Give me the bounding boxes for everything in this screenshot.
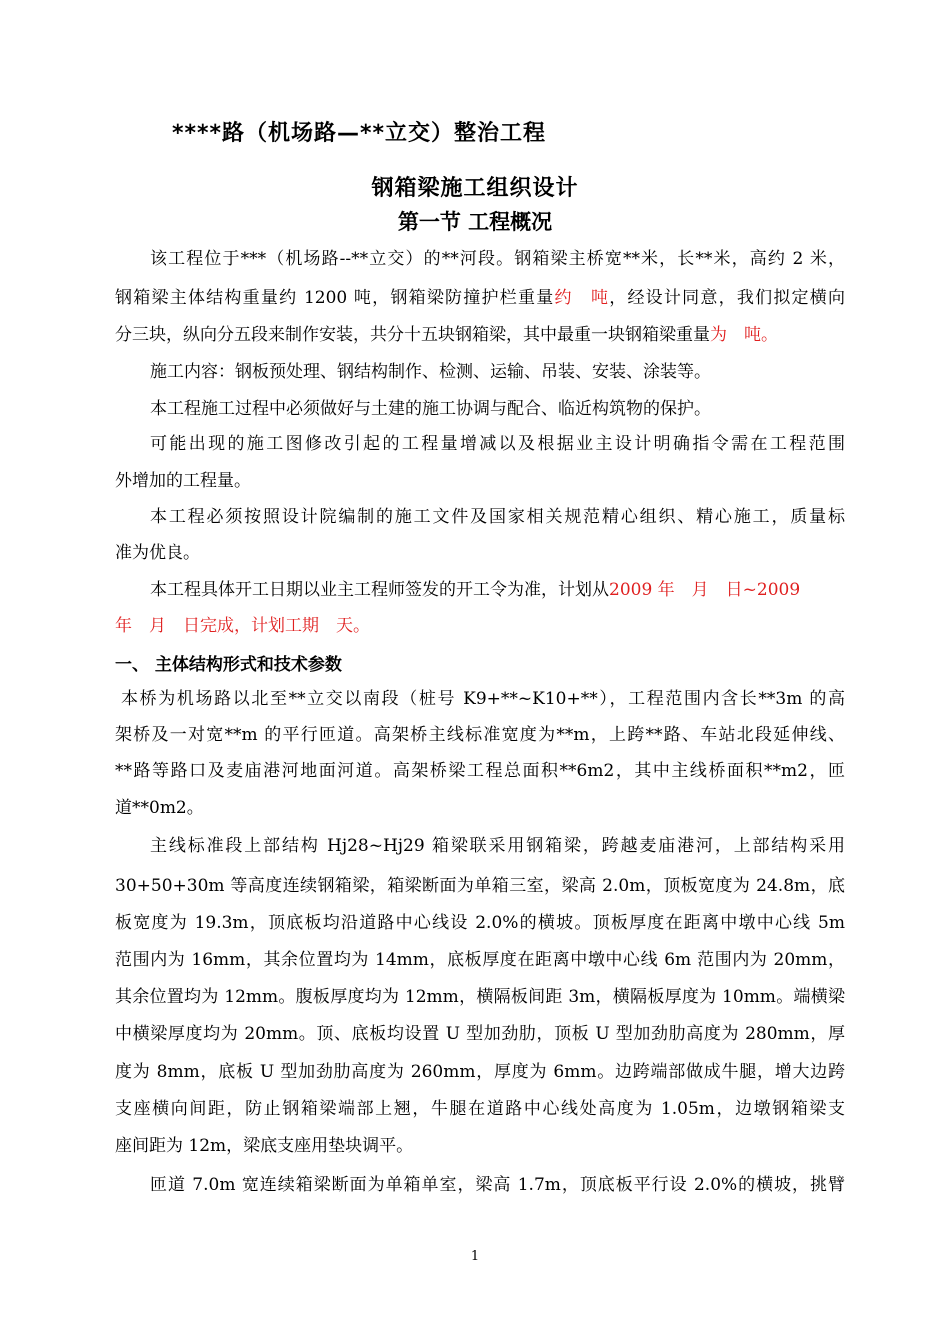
- paragraph-line: 中横梁厚度均为 20mm。顶、底板均设置 U 型加劲肋，顶板 U 型加劲肋高度为 280mm，厚: [115, 1024, 845, 1044]
- highlight-text: 2009 年 月 日~2009: [609, 580, 801, 600]
- paragraph-line: **路等路口及麦庙港河地面河道。高架桥梁工程总面积**6m2，其中主线桥面积**m2，匝: [115, 761, 845, 781]
- section-title: 第一节 工程概况: [397, 210, 553, 234]
- paragraph-line: 外增加的工程量。: [115, 471, 251, 491]
- paragraph-line: 可能出现的施工图修改引起的工程量增减以及根据业主设计明确指令需在工程范围: [150, 434, 845, 454]
- paragraph-line: 准为优良。: [115, 543, 200, 563]
- highlight-text: 约 吨: [554, 288, 610, 308]
- paragraph-line: 该工程位于***（机场路--**立交）的**河段。钢箱梁主桥宽**米，长**米，高约 2 米，: [150, 249, 845, 269]
- paragraph-line: 支座横向间距，防止钢箱梁端部上翘，牛腿在道路中心线处高度为 1.05m，边墩钢箱梁支: [115, 1099, 845, 1119]
- paragraph-line: 本桥为机场路以北至**立交以南段（桩号 K9+**~K10+**），工程范围内含长**3m 的高: [121, 689, 845, 709]
- paragraph-line: 分三块，纵向分五段来制作安装，共分十五块钢箱梁，其中最重一块钢箱梁重量为 吨。: [115, 325, 778, 345]
- paragraph-line: 板宽度为 19.3m，顶底板均沿道路中心线设 2.0%的横坡。顶板厚度在距离中墩中心线 5m: [115, 913, 845, 933]
- highlight-text: 年 月 日完成，计划工期 天。: [115, 616, 370, 636]
- paragraph-line: 30+50+30m 等高度连续钢箱梁，箱梁断面为单箱三室，梁高 2.0m，顶板宽度为 24.8m，底: [115, 876, 845, 896]
- paragraph-line: 钢箱梁主体结构重量约 1200 吨，钢箱梁防撞护栏重量约 吨，经设计同意，我们拟定横向: [115, 288, 846, 308]
- paragraph-line: 其余位置均为 12mm。腹板厚度均为 12mm，横隔板间距 3m，横隔板厚度为 10mm。端横梁: [115, 987, 845, 1007]
- paragraph-line: 架桥及一对宽**m 的平行匝道。高架桥主线标准宽度为**m，上跨**路、车站北段延伸线、: [115, 725, 845, 745]
- section-heading: 一、 主体结构形式和技术参数: [115, 655, 342, 675]
- highlight-text: 为 吨。: [710, 325, 778, 345]
- paragraph-line: 施工内容：钢板预处理、钢结构制作、检测、运输、吊装、安装、涂装等。: [150, 362, 711, 382]
- paragraph-line: 座间距为 12m，梁底支座用垫块调平。: [115, 1136, 414, 1156]
- paragraph-line: 范围内为 16mm，其余位置均为 14mm，底板厚度在距离中墩中心线 6m 范围内为 20mm，: [115, 950, 845, 970]
- paragraph-line: 匝道 7.0m 宽连续箱梁断面为单箱单室，梁高 1.7m，顶底板平行设 2.0%的横坡，挑臂: [150, 1175, 845, 1195]
- paragraph-line: 度为 8mm，底板 U 型加劲肋高度为 260mm，厚度为 6mm。边跨端部做成牛腿，增大边跨: [115, 1062, 845, 1082]
- paragraph-line: 本工程必须按照设计院编制的施工文件及国家相关规范精心组织、精心施工，质量标: [150, 507, 845, 527]
- document-subtitle: 钢箱梁施工组织设计: [371, 176, 579, 201]
- page-number: 1: [470, 1249, 480, 1264]
- paragraph-line: 道**0m2。: [115, 798, 204, 818]
- paragraph-line: 主线标准段上部结构 Hj28~Hj29 箱梁联采用钢箱梁，跨越麦庙港河，上部结构采用: [150, 836, 845, 856]
- paragraph-line: 本工程具体开工日期以业主工程师签发的开工令为准，计划从2009 年 月 日~2009: [150, 580, 801, 600]
- document-title: ****路（机场路—**立交）整治工程: [172, 121, 547, 146]
- paragraph-line: 本工程施工过程中必须做好与土建的施工协调与配合、临近构筑物的保护。: [150, 399, 711, 419]
